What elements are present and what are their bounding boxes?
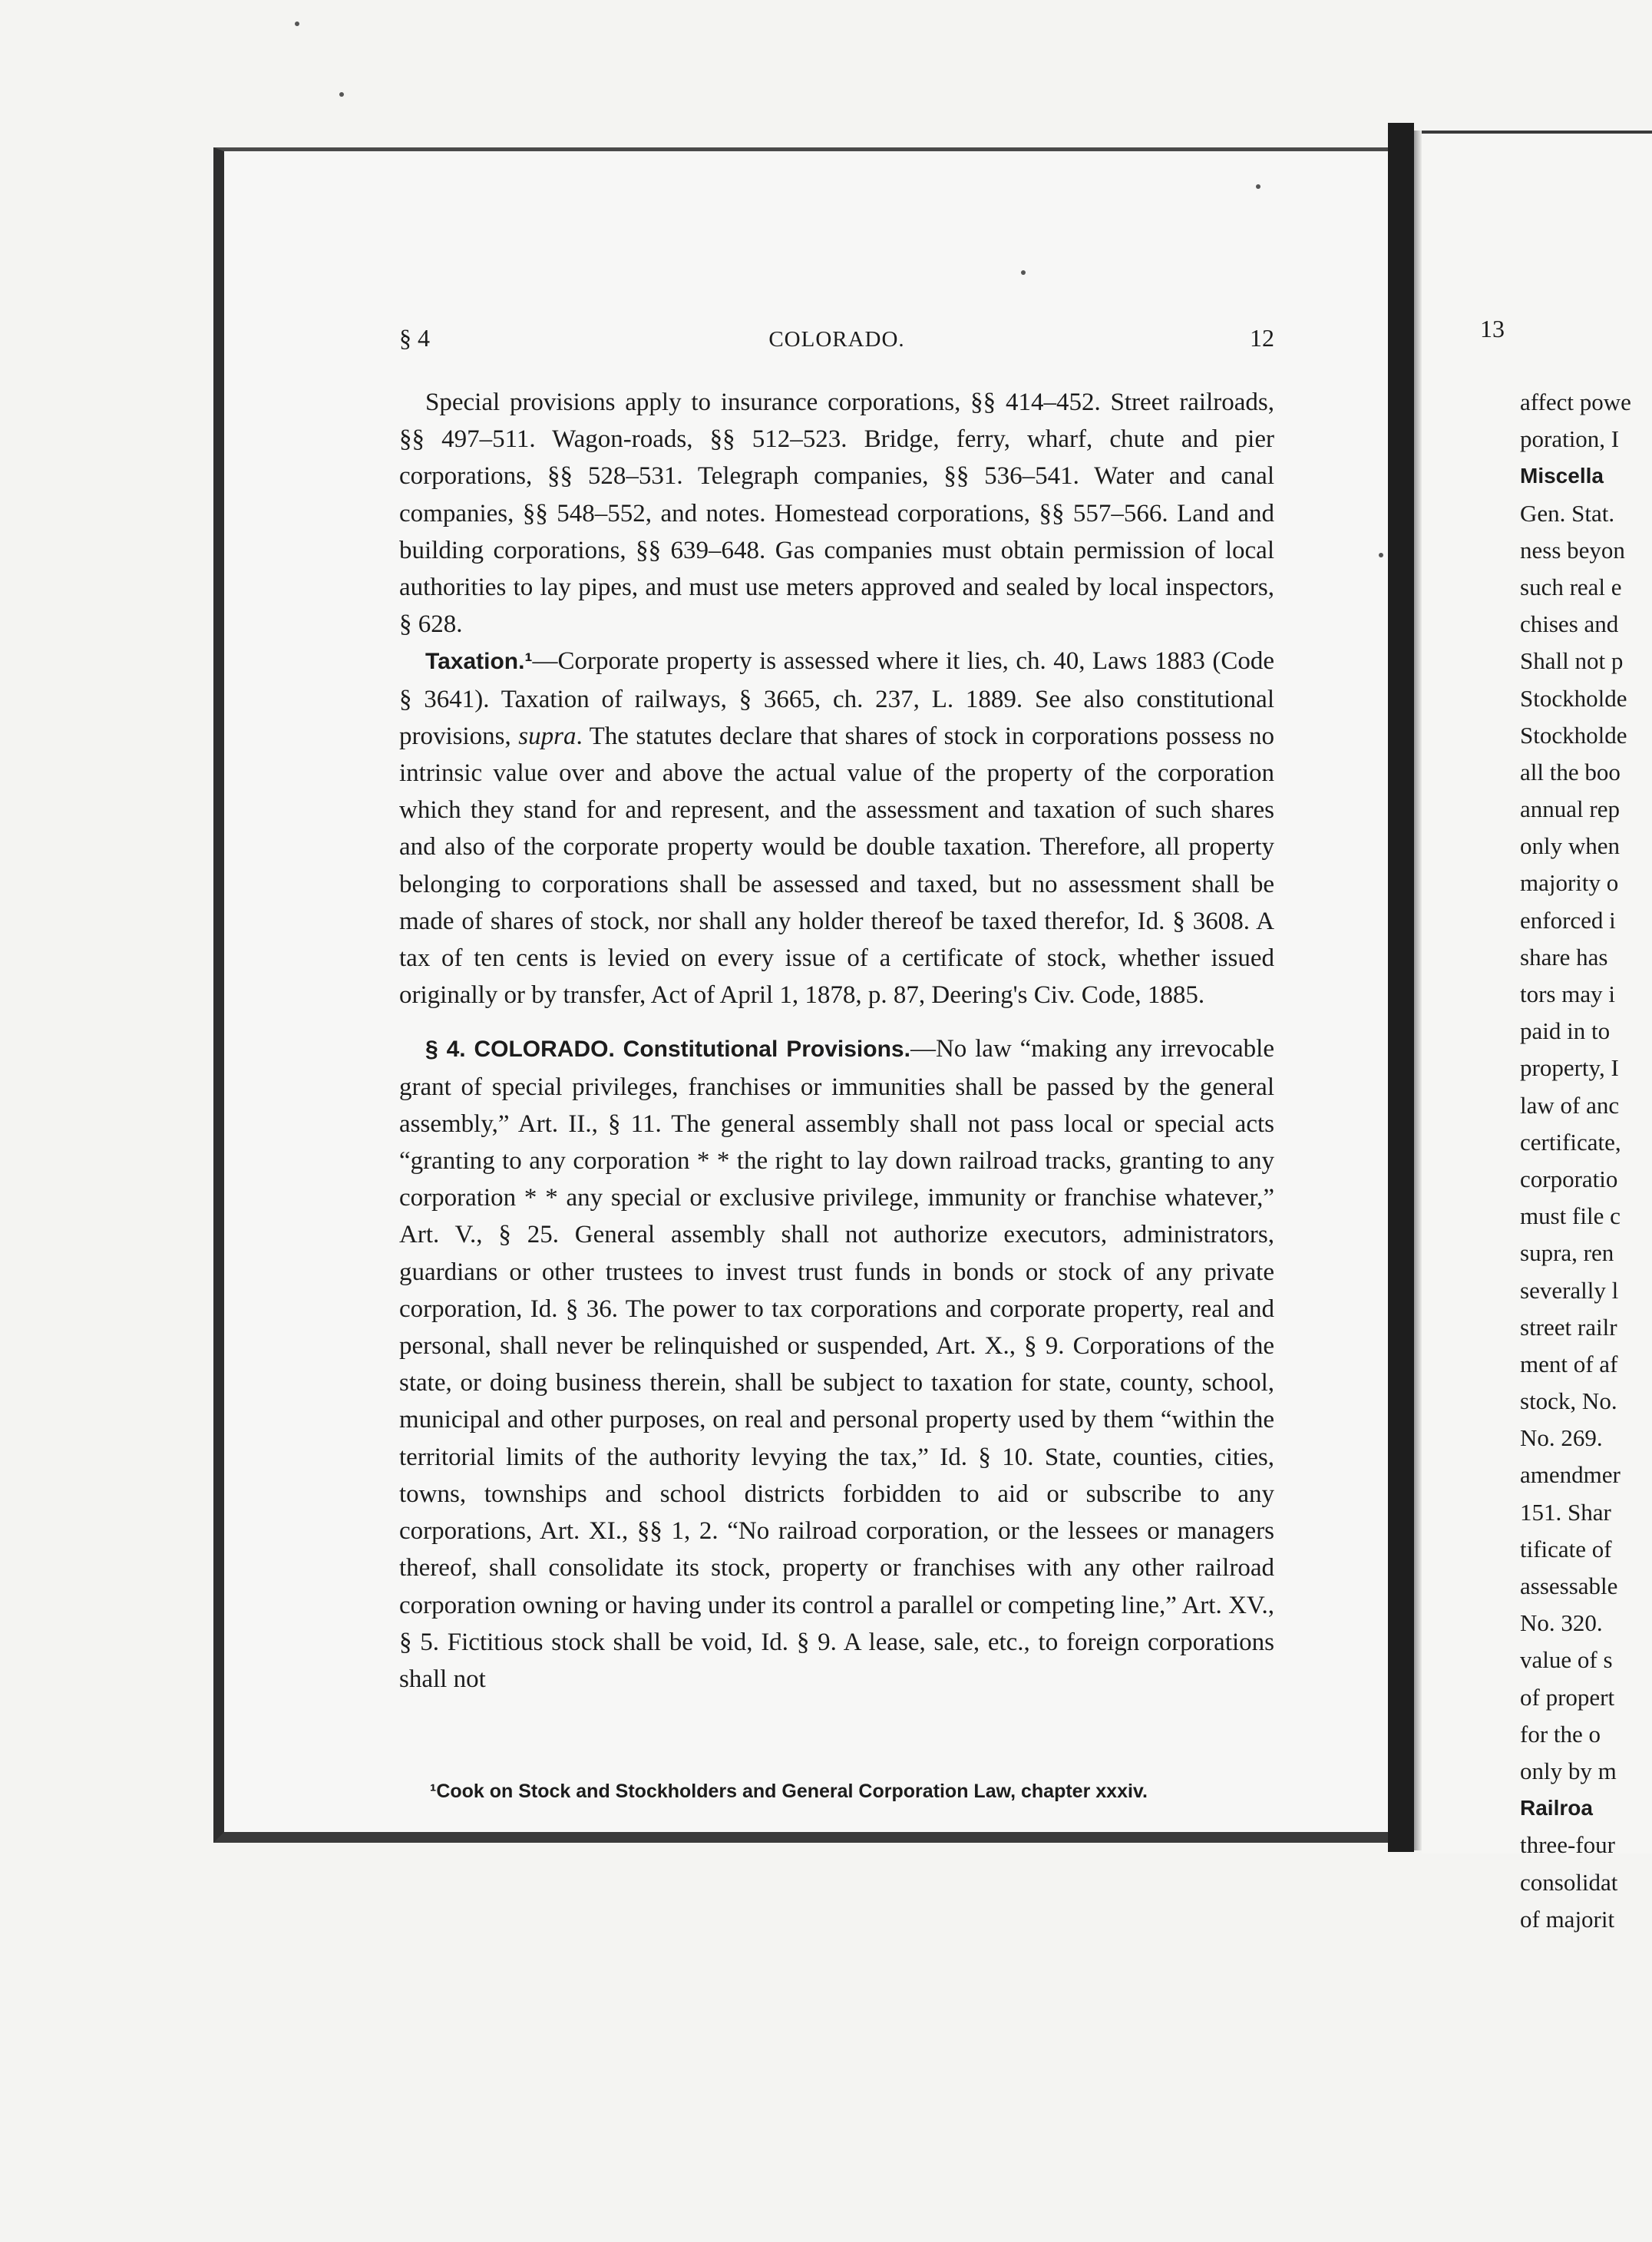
constitutional-text: —No law “making any irrevocable grant of special privileges, franchises or immunities shall be passed by the general assembly,” Art. II., § 11. The general assembly shall not pass local or special acts “granting to any corporation * * the right to lay down railroad tracks, granting to any corporation * * any special or exclusive privilege, immunity or franchise whatever,” Art. V., § 25. General assembly shall not authorize executors, administrators, guardians or other trustees to invest trust funds in bonds or stock of any private corporation, Id. § 36. The power to tax corporations and corporate property, real and personal, shall never be relinquished or suspended, Art. X., § 9. Corporations of the state, or doing business therein, shall be subject to taxation for state, county, school, municipal and other purposes, on real and personal property used by them “within the territorial limits of the authority levying the tax,” Id. § 10. State, counties, cities, towns, townships and school districts forbidden to aid or subscribe to any corporations, Art. XI., §§ 1, 2. “No railroad corporation, or the lessees or managers thereof, shall consolidate its stock, property or franchises with any other railroad corporation owning or having under its control a parallel or competing line,” Art. XV., § 5. Fictitious stock shall be void, Id. § 9. A lease, sale, etc., to foreign corporations shall not — [399, 1035, 1274, 1693]
right-page-line: corporatio — [1520, 1165, 1618, 1192]
right-page-line: only when — [1520, 832, 1621, 860]
speck — [1256, 184, 1260, 189]
paragraph-constitutional-provisions — [399, 1030, 1274, 1698]
right-page-line: No. 269. — [1520, 1424, 1603, 1452]
right-page-line: 151. Shar — [1520, 1498, 1611, 1526]
right-page-line: must file c — [1520, 1202, 1621, 1230]
speck — [1021, 270, 1026, 275]
running-head — [399, 324, 1274, 361]
right-page-line: consolidat — [1520, 1868, 1618, 1896]
right-page-line: amendmer — [1520, 1461, 1621, 1489]
right-page-line: for the o — [1520, 1720, 1601, 1748]
right-page-line: Railroa — [1520, 1796, 1593, 1820]
right-page-line: annual rep — [1520, 795, 1620, 823]
right-page-line: severally l — [1520, 1276, 1619, 1304]
right-page-line: three-four — [1520, 1831, 1615, 1859]
right-page-line: share has — [1520, 943, 1608, 971]
right-page-line: tors may i — [1520, 980, 1615, 1007]
section-number: § 4. — [425, 1037, 466, 1063]
right-page-line: of propert — [1520, 1683, 1615, 1711]
right-page-line: assessable — [1520, 1572, 1618, 1599]
right-page-line: ness beyon — [1520, 536, 1625, 564]
right-page-lines — [1520, 384, 1652, 1938]
right-page-line: Stockholde — [1520, 684, 1627, 712]
right-page-line: Miscella — [1520, 464, 1604, 488]
right-page-line: poration, I — [1520, 425, 1620, 453]
taxation-heading: Taxation.¹ — [425, 649, 533, 675]
state-heading: COLORADO. — [474, 1037, 615, 1063]
taxation-text-a: —Corporate property is assessed where it lies, ch. 40, Laws 1883 (Code § 3641). Taxation of railways, § 3665, ch. 237, L. 1889. See also constitutional provisions, — [399, 647, 1274, 750]
paragraph-taxation — [399, 643, 1274, 1014]
speck — [1379, 553, 1383, 557]
left-page-body — [399, 384, 1274, 1698]
footnote: ¹Cook on Stock and Stockholders and General Corporation Law, chapter xxxiv. — [430, 1781, 1148, 1802]
right-page-line: stock, No. — [1520, 1387, 1617, 1415]
right-page-line: such real e — [1520, 573, 1622, 600]
right-page-line: paid in to — [1520, 1017, 1611, 1045]
running-title: COLORADO. — [768, 327, 905, 352]
right-page-line: law of anc — [1520, 1091, 1620, 1119]
speck — [339, 92, 344, 97]
right-page-line: Stockholde — [1520, 721, 1627, 749]
right-page-line: Shall not p — [1520, 647, 1624, 675]
right-page-line: affect powe — [1520, 389, 1631, 415]
right-page-line: No. 320. — [1520, 1609, 1603, 1637]
gutter-shadow — [1414, 131, 1422, 1850]
right-page-line: majority o — [1520, 869, 1619, 897]
taxation-text-b: . The statutes declare that shares of stock in corporations possess no intrinsic value over and above the actual value of the property of the corporation which they stand for and represent, and the assessment and taxation of such shares and also of the corporate property would be double taxation. Therefore, all property belonging to corporations shall be assessed and taxed, but no assessment shall be made of shares of stock, nor shall any holder thereof be taxed therefor, Id. § 3608. A tax of ten cents is levied on every issue of a certificate of stock, whether issued originally or by transfer, Act of April 1, 1878, p. 87, Deering's Civ. Code, 1885. — [399, 722, 1274, 1010]
right-page-line: tificate of — [1520, 1535, 1612, 1562]
right-page-number: 13 — [1480, 315, 1505, 342]
right-page-line: enforced i — [1520, 906, 1616, 934]
book-gutter — [1388, 123, 1414, 1852]
speck — [295, 21, 299, 26]
right-page-line: supra, ren — [1520, 1239, 1614, 1267]
page-number: 12 — [1250, 324, 1274, 352]
right-page-line: certificate, — [1520, 1128, 1621, 1156]
right-page-line: Gen. Stat. — [1520, 499, 1615, 527]
constitutional-heading: Constitutional Provisions. — [623, 1037, 910, 1063]
right-page-line: value of s — [1520, 1646, 1613, 1674]
right-page-line: street railr — [1520, 1313, 1617, 1341]
right-page-line: all the boo — [1520, 758, 1621, 785]
section-mark: § 4 — [399, 324, 430, 352]
right-page-line: only by m — [1520, 1757, 1617, 1784]
supra-word: supra — [518, 722, 577, 750]
paragraph-special-provisions: Special provisions apply to insurance corporations, §§ 414–452. Street railroads, §§ 497–511. Wagon-roads, §§ 512–523. Bridge, ferry, wharf, chute and pier corporations, §§ 528–531. Telegraph companies, §§ 536–541. Water and canal companies, §§ 548–552, and notes. Homestead corporations, §§ 557–566. Land and building corporations, §§ 639–648. Gas companies must obtain permission of local authorities to lay pipes, and must use meters approved and sealed by local inspectors, § 628. — [399, 389, 1274, 639]
right-page-line: ment of af — [1520, 1350, 1618, 1377]
right-page-line: chises and — [1520, 610, 1619, 638]
right-page-line: property, I — [1520, 1054, 1619, 1082]
right-page-line: of majorit — [1520, 1905, 1615, 1933]
